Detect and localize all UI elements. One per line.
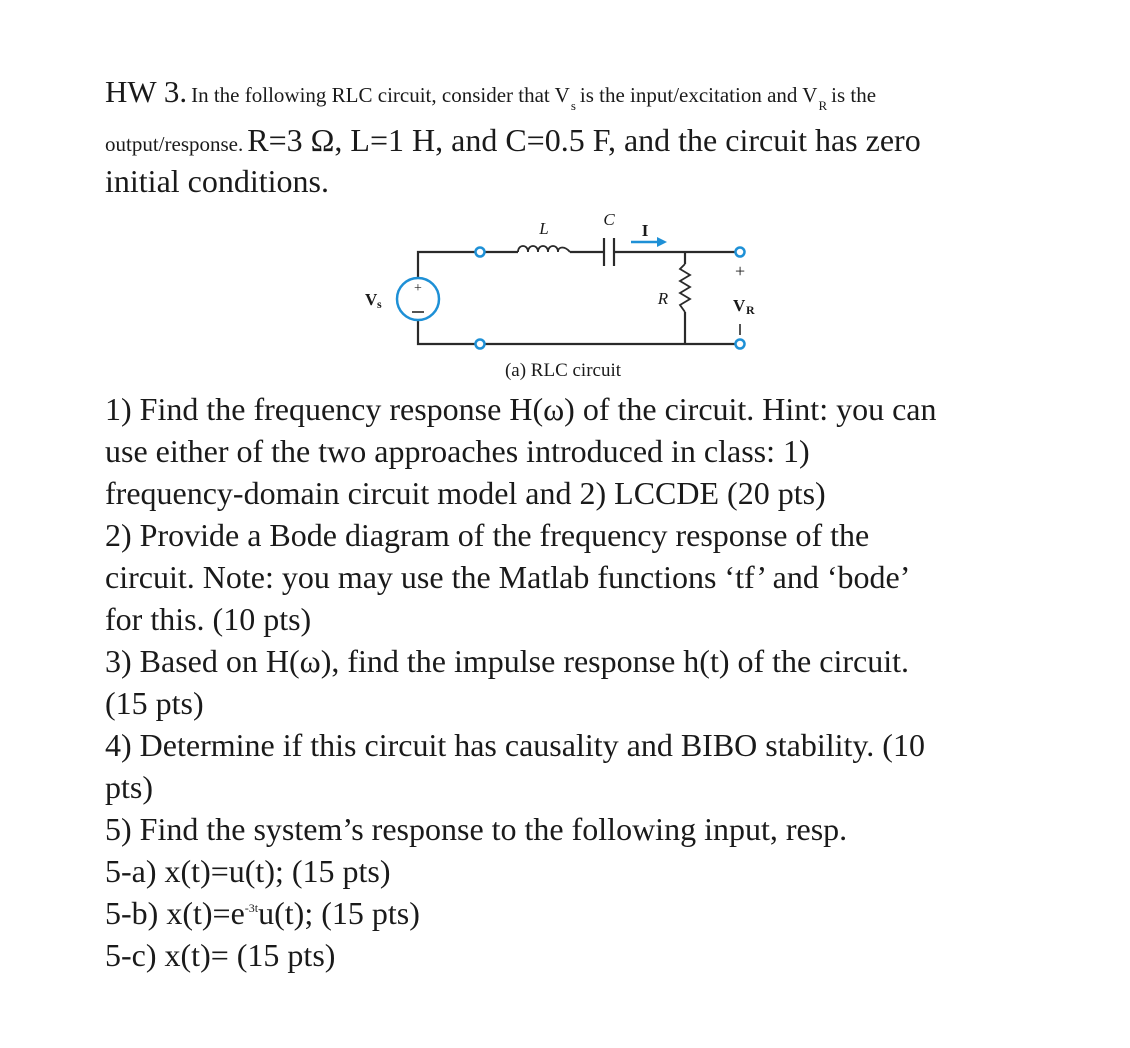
header-line-2	[105, 122, 921, 159]
source-plus: +	[414, 281, 422, 296]
question-line: for this. (10 pts)	[105, 601, 312, 637]
label-VR-sub: R	[746, 303, 755, 317]
header-line-3: initial conditions.	[105, 163, 329, 199]
output-plus: +	[735, 261, 746, 281]
output-label: output/response.	[105, 132, 244, 156]
question-line: 1) Find the frequency response H(ω) of the circuit. Hint: you can	[105, 391, 937, 427]
label-L: L	[539, 219, 549, 238]
circuit-caption: (a) RLC circuit	[504, 360, 622, 381]
capacitor	[604, 238, 614, 266]
question-5c: 5-c) x(t)= (15 pts)	[105, 937, 336, 973]
label-R: R	[657, 289, 669, 308]
label-C: C	[603, 210, 615, 229]
q5b-exponent: -3t	[244, 901, 259, 915]
rlc-circuit-diagram	[355, 208, 785, 388]
question-line: circuit. Note: you may use the Matlab functions ‘tf’ and ‘bode’	[105, 559, 911, 595]
terminal-bottom-left	[476, 340, 485, 349]
label-VR: V	[733, 296, 746, 315]
resistor-zigzag	[680, 264, 690, 312]
question-line: (15 pts)	[105, 685, 204, 721]
label-Vs: V	[365, 290, 378, 309]
q5b-text-b: u(t); (15 pts)	[258, 895, 420, 931]
question-line: pts)	[105, 769, 153, 805]
question-line: 5-a) x(t)=u(t); (15 pts)	[105, 853, 391, 889]
inductor-coil	[518, 246, 570, 252]
question-line: 3) Based on H(ω), find the impulse response h(t) of the circuit.	[105, 643, 909, 679]
intro-text-b: is the input/excitation and V	[579, 83, 818, 107]
current-arrow-icon	[631, 237, 667, 247]
intro-text-c: is the	[831, 83, 877, 107]
vs-subscript: s	[570, 98, 576, 113]
question-line: 4) Determine if this circuit has causality and BIBO stability. (10	[105, 727, 925, 763]
question-5b	[105, 895, 420, 932]
vr-subscript: R	[818, 98, 828, 113]
circuit-params: R=3 Ω, L=1 H, and C=0.5 F, and the circuit has zero	[247, 122, 921, 158]
intro-text-a: In the following RLC circuit, consider that V	[191, 83, 570, 107]
question-line: 2) Provide a Bode diagram of the frequency response of the	[105, 517, 870, 553]
terminal-top-left	[476, 248, 485, 257]
label-Vs-sub: s	[377, 297, 382, 311]
question-line: use either of the two approaches introduced in class: 1)	[105, 433, 810, 469]
q5b-text-a: 5-b) x(t)=e	[105, 895, 245, 931]
question-line: frequency-domain circuit model and 2) LCCDE (20 pts)	[105, 475, 826, 511]
terminal-bottom-right	[736, 340, 745, 349]
header-line-1	[105, 74, 877, 113]
label-I: I	[641, 221, 649, 240]
terminal-top-right	[736, 248, 745, 257]
hw-label: HW 3.	[105, 74, 188, 109]
question-line: 5) Find the system’s response to the following input, resp.	[105, 811, 848, 847]
